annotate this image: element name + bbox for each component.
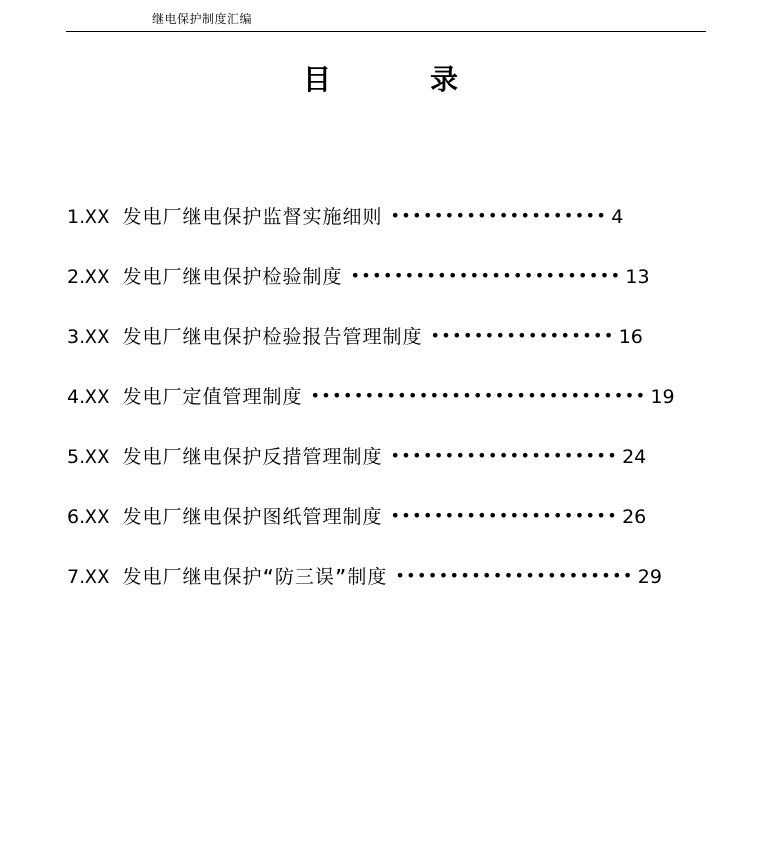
toc-entry-page: 19: [650, 386, 675, 408]
toc-heading-char-1: 目: [303, 63, 332, 96]
toc-entry-number: 3.: [67, 326, 86, 348]
toc-list: [67, 200, 675, 620]
toc-leader-dots: ••••••••••••••••••••: [390, 206, 608, 225]
running-header-title: 继电保护制度汇编: [152, 12, 253, 26]
toc-entry-title: XX 发电厂继电保护检验制度: [85, 266, 343, 288]
toc-entry[interactable]: [67, 380, 675, 440]
toc-entry[interactable]: [67, 560, 675, 620]
toc-entry-title: XX 发电厂继电保护监督实施细则: [85, 206, 383, 228]
toc-entry-page: 16: [618, 326, 643, 348]
toc-entry[interactable]: [67, 500, 675, 560]
toc-entry-page: 26: [622, 506, 647, 528]
toc-entry-title: XX 发电厂定值管理制度: [85, 386, 303, 408]
toc-entry-number: 6.: [67, 506, 86, 528]
toc-entry-number: 5.: [67, 446, 86, 468]
toc-leader-dots: •••••••••••••••••••••: [390, 506, 619, 525]
toc-entry-number: 2.: [67, 266, 86, 288]
toc-leader-dots: ••••••••••••••••••••••: [395, 566, 634, 585]
toc-entry-page: 4: [611, 206, 624, 228]
toc-entry[interactable]: [67, 320, 675, 380]
toc-leader-dots: •••••••••••••••••: [430, 326, 615, 345]
toc-leader-dots: •••••••••••••••••••••••••: [350, 266, 622, 285]
toc-heading-char-2: 录: [430, 63, 459, 96]
toc-leader-dots: •••••••••••••••••••••: [390, 446, 619, 465]
toc-entry[interactable]: [67, 200, 675, 260]
toc-entry-number: 7.: [67, 566, 86, 588]
toc-entry-number: 4.: [67, 386, 86, 408]
toc-entry-title: XX 发电厂继电保护反措管理制度: [85, 446, 383, 468]
toc-entry[interactable]: [67, 260, 675, 320]
toc-entry[interactable]: [67, 440, 675, 500]
header-divider: [66, 31, 706, 32]
toc-leader-dots: •••••••••••••••••••••••••••••••: [310, 386, 647, 405]
toc-heading: [0, 60, 782, 100]
toc-entry-page: 24: [622, 446, 647, 468]
toc-entry-page: 13: [625, 266, 650, 288]
toc-entry-title: XX 发电厂继电保护“防三误”制度: [85, 566, 388, 588]
toc-entry-title: XX 发电厂继电保护图纸管理制度: [85, 506, 383, 528]
toc-entry-title: XX 发电厂继电保护检验报告管理制度: [85, 326, 423, 348]
toc-entry-page: 29: [637, 566, 662, 588]
toc-entry-number: 1.: [67, 206, 86, 228]
